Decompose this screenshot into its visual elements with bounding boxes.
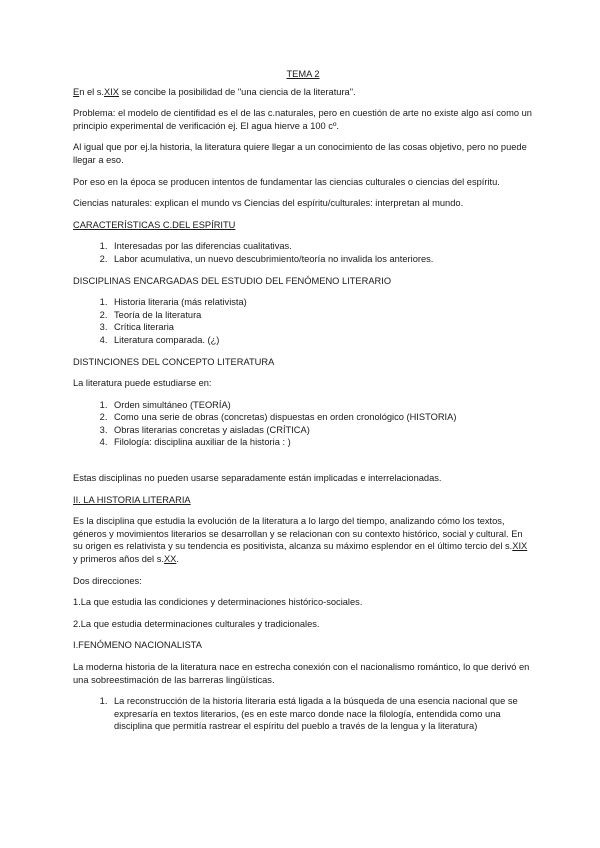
paragraph-direccion-1: 1.La que estudia las condiciones y determinaciones histórico-sociales. [73, 597, 363, 608]
paragraph-disciplinas-implicadas: Estas disciplinas no pueden usarse separadamente están implicadas e interrelacionadas. [73, 473, 442, 484]
paragraph-intro [73, 86, 533, 99]
list-caracteristicas [73, 240, 533, 265]
paragraph-nacionalismo: La moderna historia de la literatura nace en estrecha conexión con el nacionalismo romántico, lo que derivó en una sobreestimación de las barreras lingüísticas. [73, 662, 530, 685]
text-run: y primeros años del s. [73, 554, 164, 565]
paragraph-ciencias: Ciencias naturales: explican el mundo vs Ciencias del espíritu/culturales: interpretan al mundo. [73, 198, 464, 209]
heading-historia-literaria: II. LA HISTORIA LITERARIA [73, 494, 191, 505]
list-item: 3. Crítica literaria [110, 321, 533, 334]
list-item: 4. Literatura comparada. (¿) [110, 334, 533, 347]
paragraph-estudiarse: La literatura puede estudiarse en: [73, 378, 212, 389]
century-roman: XX [163, 554, 177, 565]
document-page [73, 68, 533, 742]
list-item: 2. Labor acumulativa, un nuevo descubrimiento/teoría no invalida los anteriores. [110, 253, 533, 266]
list-item: 1. Interesadas por las diferencias cualitativas. [110, 240, 533, 253]
paragraph-direccion-2: 2.La que estudia determinaciones culturales y tradicionales. [73, 618, 320, 629]
list-item: 2. Como una serie de obras (concretas) dispuestas en orden cronológico (HISTORIA) [110, 411, 533, 424]
paragraph-historia: Al igual que por ej.la historia, la literatura quiere llegar a un conocimiento de las cosas objetivo, pero no puede llegar a eso. [73, 142, 527, 165]
list-item: 1. La reconstrucción de la historia literaria está ligada a la búsqueda de una esencia nacional que se expresaría en textos literarios, (es en este marco donde nace la filología, entendida como una disciplina que permitía rastrear el espíritu del pueblo a través de la lengua y la literatura) [110, 695, 533, 733]
list-disciplinas [73, 296, 533, 346]
text-run: Es la disciplina que estudia la evolución de la literatura a lo largo del tiempo, analizando cómo los textos, géneros y movimientos literarios se desarrollan y se relacionan con su contexto histórico, social y cultural. En su origen es relativista y su tendencia es positivista, alcanza su máximo esplendor en el último tercio del s. [73, 516, 523, 552]
century-roman: XIX [104, 86, 120, 97]
list-item: 3. Obras literarias concretas y aisladas (CRÍTICA) [110, 424, 533, 437]
initial-letter: E [73, 86, 80, 97]
text-run: se concibe la posibilidad de "una ciencia de la literatura". [119, 86, 356, 97]
page-title: TEMA 2 [286, 69, 320, 79]
list-item: 2. Teoría de la literatura [110, 309, 533, 322]
list-item: 1. Historia literaria (más relativista) [110, 296, 533, 309]
list-distinciones [73, 399, 533, 449]
heading-distinciones: DISTINCIONES DEL CONCEPTO LITERATURA [73, 356, 275, 367]
heading-caracteristicas: CARACTERÍSTICAS C.DEL ESPÍRITU [73, 219, 236, 230]
text-run: . [176, 554, 179, 565]
spacer [73, 458, 533, 472]
paragraph-epoca: Por eso en la época se producen intentos de fundamentar las ciencias culturales o ciencias del espíritu. [73, 176, 500, 187]
heading-fenomeno-nacionalista: I.FENÓMENO NACIONALISTA [73, 640, 202, 651]
heading-disciplinas: DISCIPLINAS ENCARGADAS DEL ESTUDIO DEL FENÓMENO LITERARIO [73, 275, 392, 286]
list-item: 1. Orden simultáneo (TEORÍA) [110, 399, 533, 412]
list-item: 4. Filología: disciplina auxiliar de la historia : ) [110, 436, 533, 449]
paragraph-problema: Problema: el modelo de cientifidad es el de las c.naturales, pero en cuestión de arte no existe algo así como un principio experimental de verificación ej. El agua hierve a 100 cº. [73, 108, 532, 131]
text-run: n el s. [79, 86, 105, 97]
century-roman: XIX [512, 541, 528, 552]
list-nacionalismo [73, 695, 533, 733]
paragraph-definicion [73, 515, 533, 565]
paragraph-direcciones: Dos direcciones: [73, 575, 142, 586]
